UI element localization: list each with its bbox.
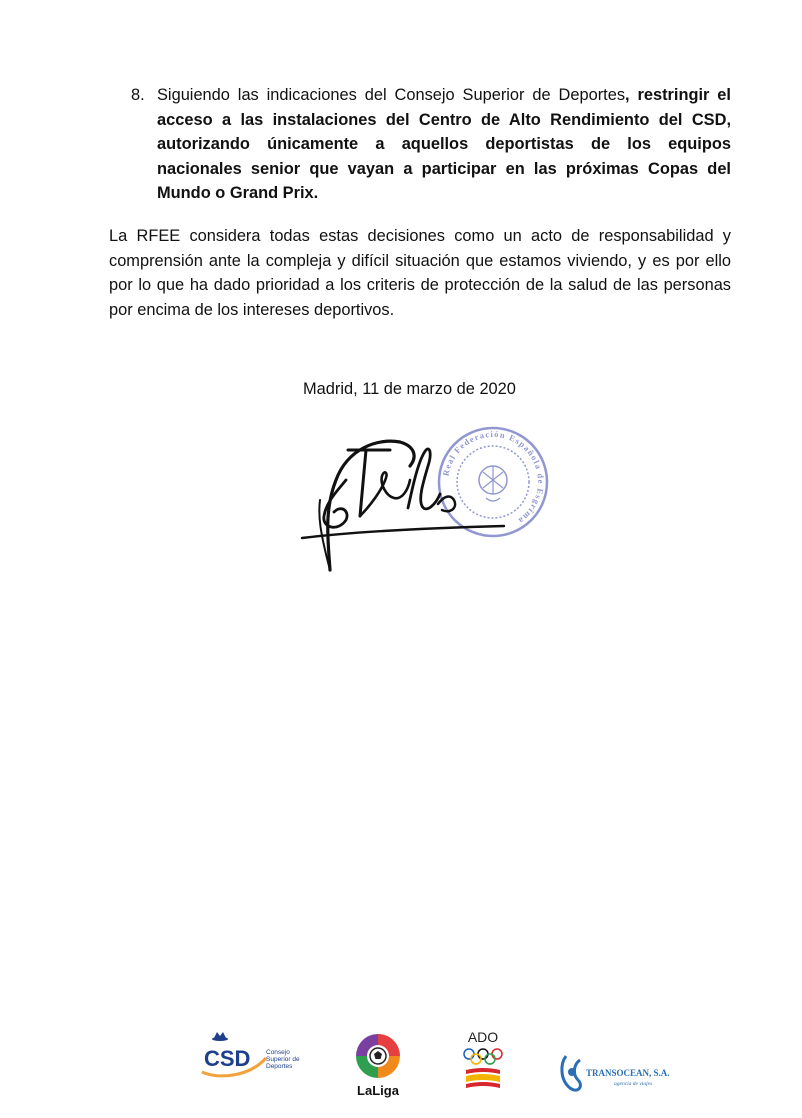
list-item-text-bold: , restringir el acceso a las instalaciones del Centro de Alto Rendimiento del CSD, autorizando únicamente a aquellos deportistas de los equipos nacionales senior que vayan a participar en las próximas Copas del Mundo o Grand Prix. <box>157 86 731 202</box>
csd-line1: Consejo <box>266 1049 290 1056</box>
list-item-8 <box>131 83 731 206</box>
transocean-name: TRANSOCEAN, S.A. <box>586 1068 670 1078</box>
laliga-logo <box>348 1028 408 1100</box>
stamp-text: Real Federación Española de Esgrima <box>440 428 547 527</box>
laliga-logo-graphic <box>348 1028 408 1100</box>
list-number: 8. <box>131 86 145 104</box>
body-paragraph: La RFEE considera todas estas decisiones como un acto de responsabilidad y comprensión ante la compleja y difícil situación que estamos viviendo, y es por ello por lo que ha dado prioridad a los criteris de protección de la salud de las personas por encima de los intereses deportivos. <box>109 227 731 319</box>
transocean-logo-graphic <box>558 1050 678 1094</box>
transocean-tagline: agencia de viajes <box>614 1081 653 1087</box>
ado-logo <box>458 1028 508 1098</box>
ado-name: ADO <box>467 1029 499 1045</box>
handwritten-signature <box>302 441 504 570</box>
signature-and-stamp <box>290 420 570 580</box>
list-item-text <box>157 83 731 206</box>
csd-logo-graphic <box>200 1028 310 1088</box>
csd-line3: Deportes <box>266 1063 293 1070</box>
laliga-name: LaLiga <box>357 1083 399 1098</box>
signature-block <box>290 420 570 580</box>
csd-logo <box>200 1028 310 1088</box>
ado-logo-graphic <box>458 1028 508 1098</box>
csd-line2: Superior de <box>266 1056 300 1063</box>
official-stamp <box>439 428 547 536</box>
transocean-logo <box>558 1050 678 1094</box>
list-item-text-plain: Siguiendo las indicaciones del Consejo Superior de Deportes <box>157 86 626 104</box>
date-line: Madrid, 11 de marzo de 2020 <box>303 380 516 398</box>
csd-abbr: CSD <box>204 1046 251 1071</box>
